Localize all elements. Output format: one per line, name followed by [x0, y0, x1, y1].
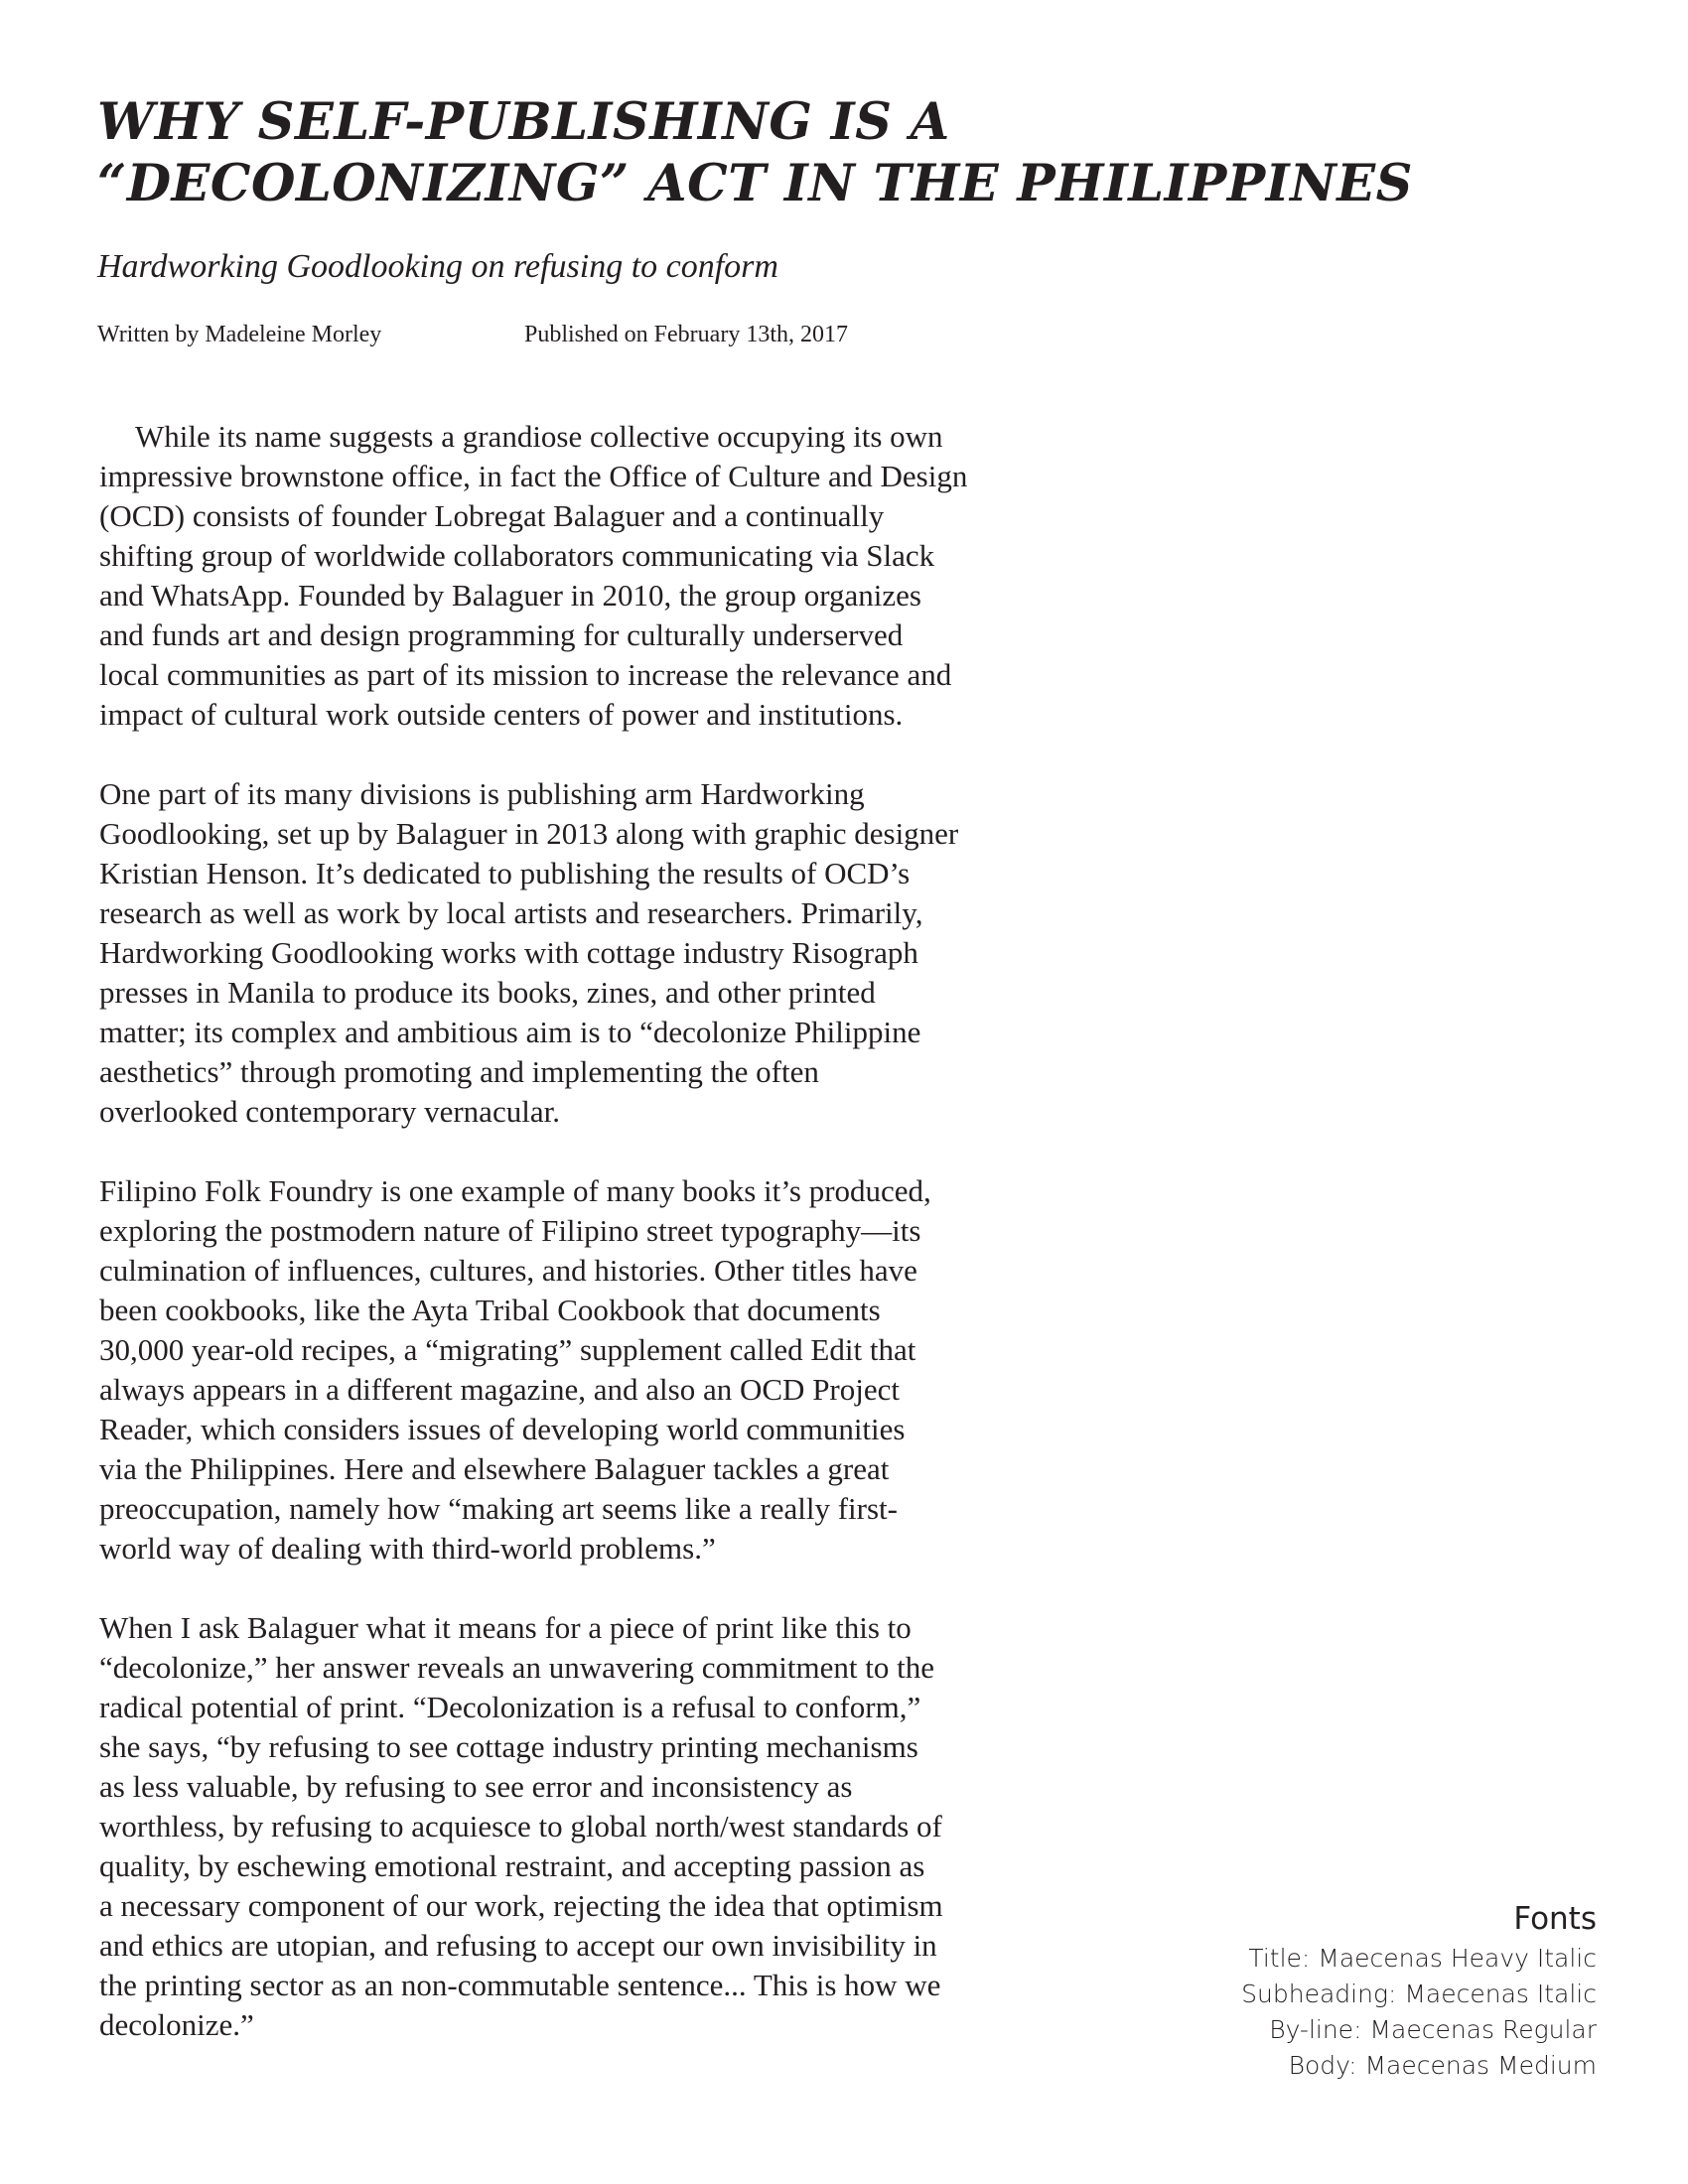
- byline-author: Written by Madeleine Morley: [97, 322, 382, 347]
- byline-published-date: Published on February 13th, 2017: [524, 322, 848, 347]
- title-line: “DECOLONIZING” ACT IN THE PHILIPPINES: [97, 154, 1413, 213]
- body-line: always appears in a different magazine, and also an OCD Project: [99, 1372, 900, 1407]
- body-line: impressive brownstone office, in fact the Office of Culture and Design: [99, 459, 968, 493]
- body-line: and ethics are utopian, and refusing to accept our own invisibility in: [99, 1928, 937, 1963]
- fonts-note-body-font: Body: Maecenas Medium: [1288, 2051, 1597, 2080]
- article-title: [97, 91, 1607, 214]
- body-line: the printing sector as an non-commutable sentence... This is how we: [99, 1968, 941, 2002]
- body-line: 30,000 year-old recipes, a “migrating” supplement called Edit that: [99, 1332, 916, 1367]
- body-paragraph: [99, 417, 1102, 735]
- body-line: shifting group of worldwide collaborators communicating via Slack: [99, 538, 935, 573]
- body-line: Reader, which considers issues of developing world communities: [99, 1412, 906, 1446]
- article-body: [99, 417, 1102, 2085]
- fonts-note-byline-font: By-line: Maecenas Regular: [1269, 2015, 1597, 2044]
- body-line: presses in Manila to produce its books, zines, and other printed: [99, 975, 876, 1010]
- body-line: research as well as work by local artists and researchers. Primarily,: [99, 895, 923, 930]
- body-line: via the Philippines. Here and elsewhere Balaguer tackles a great: [99, 1451, 890, 1486]
- body-line: While its name suggests a grandiose collective occupying its own: [135, 419, 943, 454]
- body-line: exploring the postmodern nature of Filipino street typography—its: [99, 1213, 921, 1248]
- body-line: worthless, by refusing to acquiesce to global north/west standards of: [99, 1809, 942, 1843]
- body-line: decolonize.”: [99, 2007, 254, 2042]
- body-line: a necessary component of our work, rejecting the idea that optimism: [99, 1888, 943, 1923]
- body-line: preoccupation, namely how “making art seems like a really first-: [99, 1491, 898, 1526]
- body-line: Filipino Folk Foundry is one example of many books it’s produced,: [99, 1173, 931, 1208]
- body-line: impact of cultural work outside centers of power and institutions.: [99, 697, 904, 732]
- body-line: she says, “by refusing to see cottage industry printing mechanisms: [99, 1729, 918, 1764]
- body-line: been cookbooks, like the Ayta Tribal Cookbook that documents: [99, 1293, 881, 1327]
- body-line: aesthetics” through promoting and implementing the often: [99, 1054, 819, 1089]
- body-line: When I ask Balaguer what it means for a piece of print like this to: [99, 1610, 912, 1645]
- fonts-note: [1241, 1899, 1597, 2084]
- body-paragraph: [99, 1608, 1102, 2045]
- body-line: Goodlooking, set up by Balaguer in 2013 along with graphic designer: [99, 816, 959, 851]
- body-line: and WhatsApp. Founded by Balaguer in 2010, the group organizes: [99, 578, 921, 613]
- body-line: “decolonize,” her answer reveals an unwavering commitment to the: [99, 1650, 934, 1685]
- body-line: matter; its complex and ambitious aim is to “decolonize Philippine: [99, 1015, 921, 1049]
- body-line: (OCD) consists of founder Lobregat Balaguer and a continually: [99, 498, 885, 533]
- fonts-note-heading: Fonts: [1513, 1901, 1597, 1937]
- body-line: Kristian Henson. It’s dedicated to publishing the results of OCD’s: [99, 856, 911, 890]
- body-line: One part of its many divisions is publishing arm Hardworking: [99, 776, 865, 811]
- body-paragraph: [99, 774, 1102, 1132]
- fonts-note-subheading-font: Subheading: Maecenas Italic: [1241, 1979, 1597, 2008]
- body-paragraph: [99, 1171, 1102, 1569]
- body-line: radical potential of print. “Decolonization is a refusal to conform,”: [99, 1690, 921, 1724]
- body-line: as less valuable, by refusing to see error and inconsistency as: [99, 1769, 853, 1804]
- body-line: local communities as part of its mission to increase the relevance and: [99, 657, 952, 692]
- body-line: culmination of influences, cultures, and histories. Other titles have: [99, 1253, 917, 1288]
- article-subtitle: Hardworking Goodlooking on refusing to conform: [97, 248, 778, 285]
- title-line: WHY SELF-PUBLISHING IS A: [97, 92, 950, 152]
- body-line: overlooked contemporary vernacular.: [99, 1094, 560, 1129]
- fonts-note-title-font: Title: Maecenas Heavy Italic: [1248, 1944, 1597, 1973]
- body-line: world way of dealing with third-world problems.”: [99, 1531, 716, 1566]
- body-line: Hardworking Goodlooking works with cottage industry Risograph: [99, 935, 918, 970]
- body-line: quality, by eschewing emotional restraint, and accepting passion as: [99, 1848, 925, 1883]
- body-line: and funds art and design programming for culturally underserved: [99, 617, 904, 652]
